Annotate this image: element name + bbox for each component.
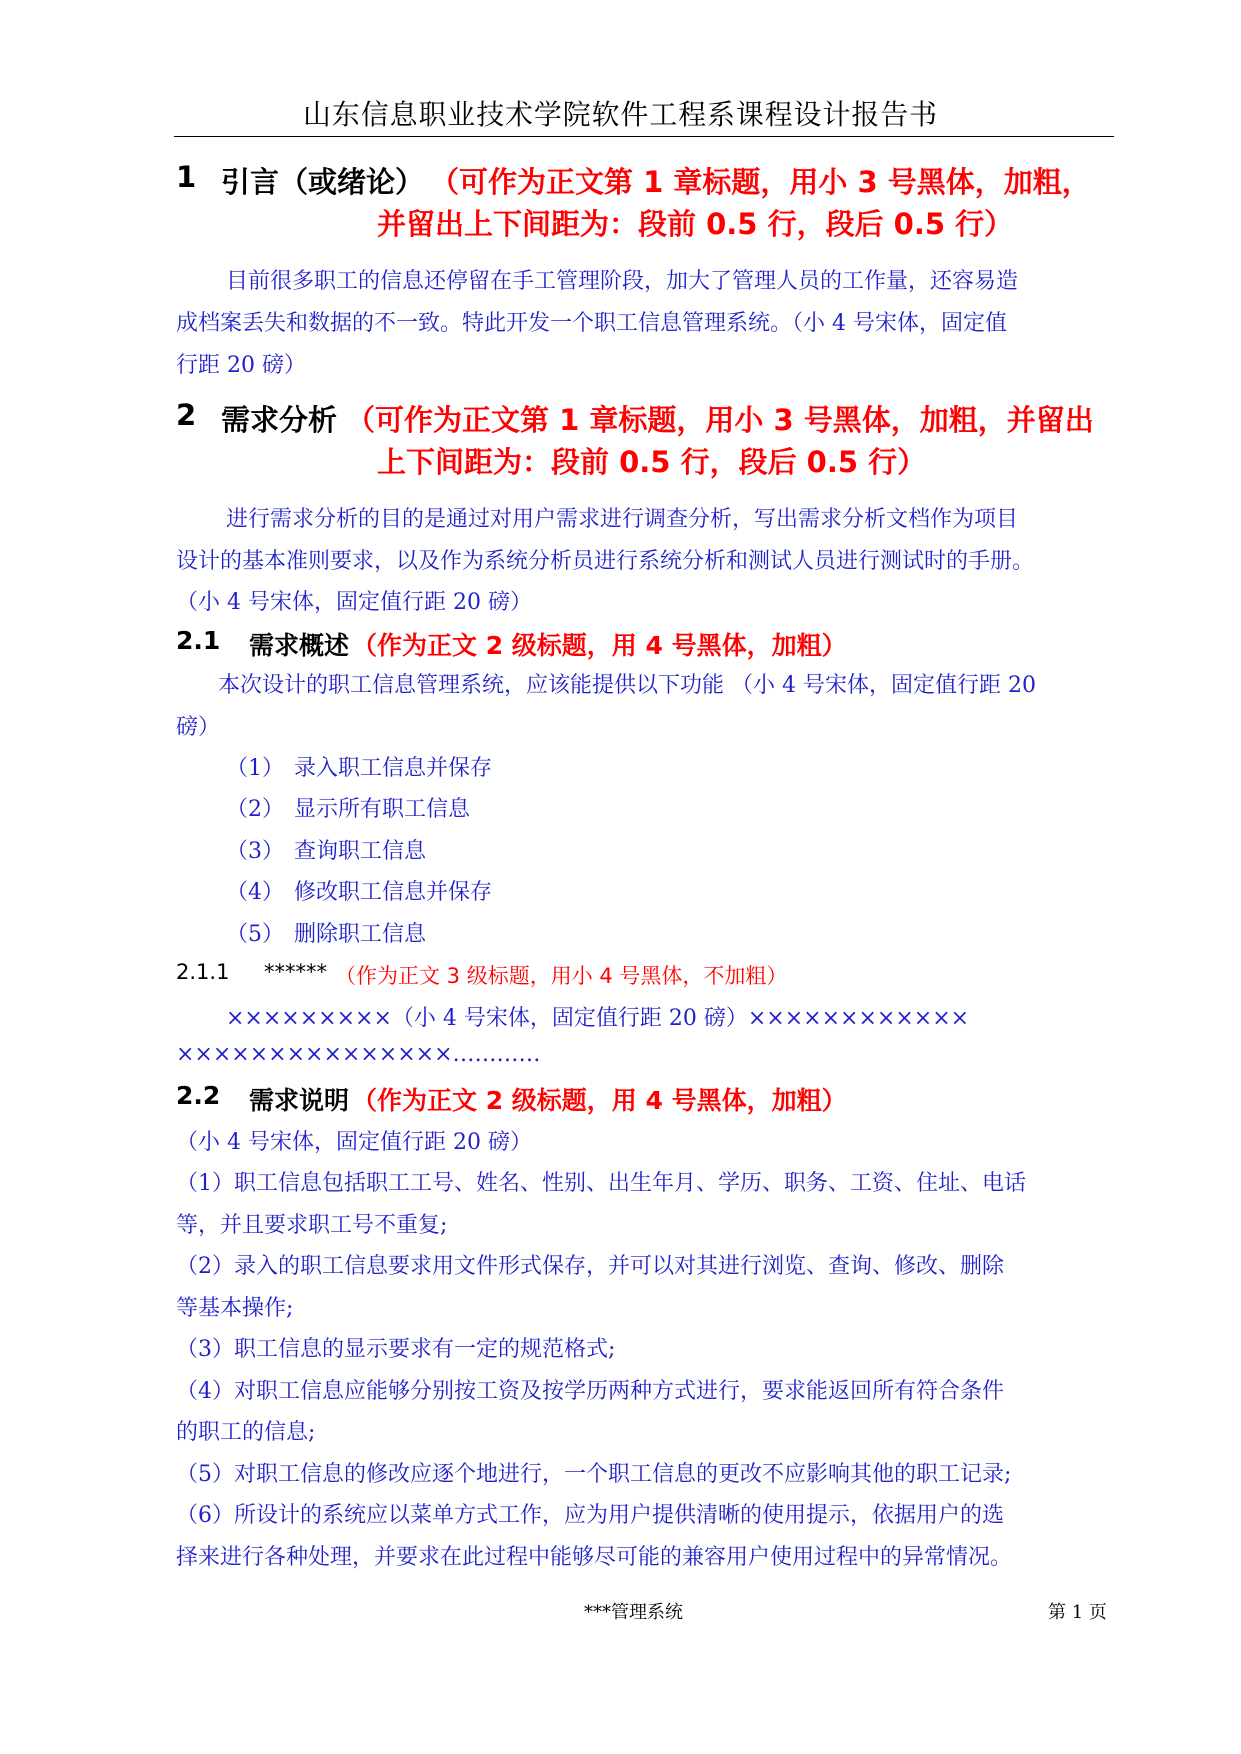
section-1-paragraph-line3: 行距 20 磅） (176, 353, 306, 378)
section-2-1-1-paragraph-line1: ×××××××××（小 4 号宋体，固定值行距 20 磅）×××××××××××× (226, 1006, 970, 1031)
section-2-paragraph-line1: 进行需求分析的目的是通过对用户需求进行调查分析，写出需求分析文档作为项目 (226, 507, 1019, 532)
section-2-2-line: 的职工的信息; (176, 1420, 316, 1445)
section-2-2-line: （3）职工信息的显示要求有一定的规范格式; (176, 1337, 616, 1362)
section-2-1-paragraph-line1: 本次设计的职工信息管理系统，应该能提供以下功能 （小 4 号宋体，固定值行距 20 (218, 673, 1036, 698)
list-item: 删除职工信息 (294, 922, 427, 947)
page-footer-title: ***管理系统 (584, 1602, 683, 1623)
section-2-1-number: 2.1 (176, 626, 221, 655)
list-item: 修改职工信息并保存 (294, 880, 493, 905)
section-1-title: 引言（或绪论） (221, 165, 425, 199)
section-2-2-number: 2.2 (176, 1081, 221, 1110)
list-item-number: （1） (226, 756, 284, 781)
section-2-paragraph-line2: 设计的基本准则要求，以及作为系统分析员进行系统分析和测试人员进行测试时的手册。 (176, 549, 1035, 574)
section-2-note-line2: 上下间距为：段前 0.5 行，段后 0.5 行） (377, 445, 927, 479)
section-2-note-line1: （可作为正文第 1 章标题，用小 3 号黑体，加粗，并留出 (346, 403, 1094, 437)
section-2-1-1-note: （作为正文 3 级标题，用小 4 号黑体，不加粗） (335, 964, 788, 988)
section-1-number: 1 (176, 160, 197, 194)
section-2-paragraph-line3: （小 4 号宋体，固定值行距 20 磅） (176, 590, 532, 615)
section-2-2-line: （小 4 号宋体，固定值行距 20 磅） (176, 1130, 532, 1155)
header-divider (174, 136, 1114, 137)
page-number: 第 1 页 (1048, 1602, 1107, 1623)
section-2-2-note: （作为正文 2 级标题，用 4 号黑体，加粗） (352, 1086, 847, 1115)
page-header-title: 山东信息职业技术学院软件工程系课程设计报告书 (303, 98, 938, 131)
section-2-number: 2 (176, 398, 197, 432)
section-2-1-note: （作为正文 2 级标题，用 4 号黑体，加粗） (352, 631, 847, 660)
section-2-2-title: 需求说明 (249, 1086, 350, 1115)
section-2-2-line: 等基本操作; (176, 1296, 294, 1321)
section-2-2-line: 等，并且要求职工号不重复; (176, 1213, 448, 1238)
list-item: 录入职工信息并保存 (294, 756, 493, 781)
list-item-number: （5） (226, 922, 284, 947)
section-2-title: 需求分析 (221, 403, 338, 437)
section-2-1-paragraph-line2: 磅） (176, 715, 221, 740)
list-item-number: （3） (226, 839, 284, 864)
section-2-2-line: （1）职工信息包括职工工号、姓名、性别、出生年月、学历、职务、工资、住址、电话 (176, 1171, 1026, 1196)
list-item: 显示所有职工信息 (294, 797, 471, 822)
section-2-1-title: 需求概述 (249, 631, 350, 660)
list-item-number: （2） (226, 797, 284, 822)
section-2-2-line: （2）录入的职工信息要求用文件形式保存，并可以对其进行浏览、查询、修改、删除 (176, 1254, 1004, 1279)
section-2-1-1-number: 2.1.1 (176, 960, 230, 984)
list-item-number: （4） (226, 880, 284, 905)
section-2-1-1-title: ****** (264, 960, 327, 984)
section-2-2-line: （4）对职工信息应能够分别按工资及按学历两种方式进行，要求能返回所有符合条件 (176, 1379, 1004, 1404)
list-item: 查询职工信息 (294, 839, 427, 864)
section-1-note-line2: 并留出上下间距为：段前 0.5 行，段后 0.5 行） (377, 207, 1014, 241)
section-2-1-1-paragraph-line2: ×××××××××××××××………… (176, 1042, 541, 1067)
section-2-2-line: （6）所设计的系统应以菜单方式工作，应为用户提供清晰的使用提示，依据用户的选 (176, 1503, 1004, 1528)
section-2-2-line: （5）对职工信息的修改应逐个地进行，一个职工信息的更改不应影响其他的职工记录; (176, 1462, 1012, 1487)
section-1-note-line1: （可作为正文第 1 章标题，用小 3 号黑体，加粗， (430, 165, 1091, 199)
section-1-paragraph-line1: 目前很多职工的信息还停留在手工管理阶段，加大了管理人员的工作量，还容易造 (226, 269, 1019, 294)
section-1-paragraph-line2: 成档案丢失和数据的不一致。特此开发一个职工信息管理系统。（小 4 号宋体，固定值 (176, 311, 1007, 336)
section-2-2-line: 择来进行各种处理，并要求在此过程中能够尽可能的兼容用户使用过程中的异常情况。 (176, 1545, 1013, 1570)
